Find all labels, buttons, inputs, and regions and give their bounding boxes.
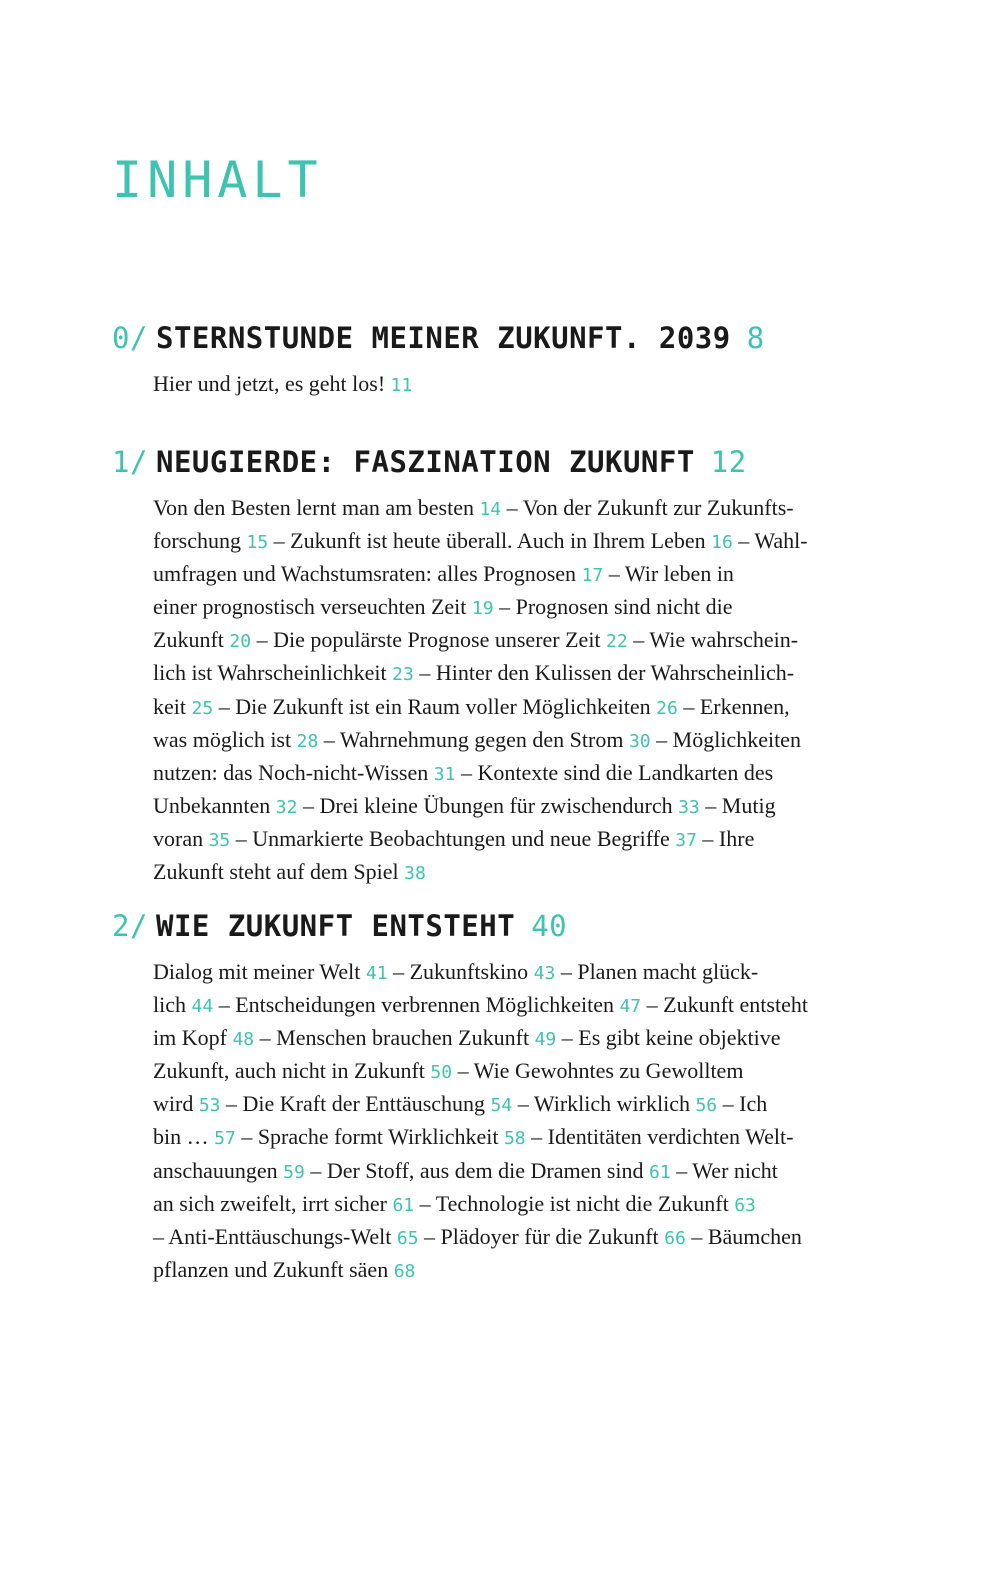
entry-text: umfragen und Wachstumsraten: alles Prognosen [153, 561, 582, 587]
entry-text: bin … [153, 1124, 215, 1150]
entry-text: – Hinter den Kulissen der Wahrscheinlich- [413, 660, 795, 686]
entry-page-number: 31 [433, 763, 456, 785]
entry-text: – Die Zukunft ist ein Raum voller Möglichkeiten [213, 693, 657, 719]
toc-line [153, 1188, 878, 1221]
entry-text: – Wie wahrschein- [627, 627, 799, 653]
entry-text: – Ich [717, 1091, 768, 1117]
toc-line [153, 368, 878, 401]
entry-text: keit [153, 693, 192, 719]
entry-page-number: 23 [392, 664, 414, 686]
entry-text: – Wir leben in [603, 561, 734, 587]
entry-text: – Erkennen, [677, 693, 790, 719]
entry-page-number: 49 [534, 1029, 557, 1051]
entry-text: – Identitäten verdichten Welt- [525, 1124, 794, 1150]
entry-page-number: 35 [208, 829, 231, 851]
entry-page-number: 15 [246, 532, 269, 554]
toc-line [153, 691, 878, 724]
entry-page-number: 30 [628, 730, 651, 752]
entry-page-number: 19 [471, 598, 494, 620]
entry-text: – Mutig [699, 792, 776, 818]
entry-text: Von den Besten lernt man am besten [153, 495, 480, 520]
entry-page-number: 41 [365, 963, 388, 984]
entry-text: – Wie Gewohntes zu Gewolltem [452, 1058, 744, 1084]
entry-page-number: 16 [711, 532, 733, 554]
entry-text: – Wer nicht [670, 1157, 778, 1183]
entry-text: wird [153, 1091, 199, 1117]
entry-text: – Der Stoff, aus dem die Dramen sind [304, 1157, 650, 1183]
entry-text: – Sprache formt Wirklichkeit [235, 1124, 504, 1150]
entry-text: nutzen: das Noch-nicht-Wissen [153, 759, 434, 785]
entry-page-number: 44 [191, 996, 214, 1018]
entry-text: einer prognostisch verseuchten Zeit [153, 594, 472, 620]
entry-page-number: 47 [619, 996, 642, 1018]
entry-page-number: 68 [393, 1260, 416, 1282]
entry-text: – Von der Zukunft zur Zukunfts- [501, 495, 794, 520]
entry-text: – Menschen brauchen Zukunft [254, 1025, 535, 1051]
entry-text: – Anti-Enttäuschungs-Welt [153, 1223, 397, 1249]
toc-line [153, 856, 878, 889]
chapter-number: 0/ [112, 321, 148, 355]
entry-text: pflanzen und Zukunft säen [153, 1256, 394, 1282]
toc-line [153, 989, 878, 1022]
toc-line [153, 1088, 878, 1121]
toc-line [153, 624, 878, 657]
entry-page-number: 63 [734, 1194, 756, 1216]
entry-text: im Kopf [153, 1025, 233, 1051]
toc-line [153, 1121, 878, 1154]
entry-text: – Wahrnehmung gegen den Strom [318, 726, 629, 752]
entry-text: voran [153, 825, 209, 851]
entry-page-number: 59 [283, 1161, 305, 1183]
entry-text: lich [153, 992, 192, 1018]
toc-line [153, 1022, 878, 1055]
entry-text: Zukunft, auch nicht in Zukunft [153, 1058, 431, 1084]
entry-page-number: 50 [430, 1062, 453, 1084]
entry-text: Dialog mit meiner Welt [153, 959, 366, 984]
entry-text: anschauungen [153, 1157, 284, 1183]
entry-text: – Entscheidungen verbrennen Möglichkeiten [213, 992, 620, 1018]
entry-page-number: 57 [214, 1128, 236, 1150]
chapter-heading [112, 444, 902, 480]
chapter-2 [112, 908, 902, 1287]
entry-text: – Technologie ist nicht die Zukunft [414, 1190, 735, 1216]
page-title: INHALT [112, 151, 323, 209]
entry-page-number: 32 [275, 796, 298, 818]
chapter-page-number: 12 [710, 445, 747, 479]
chapter-number: 2/ [112, 909, 148, 943]
toc-line [153, 724, 878, 757]
entry-text: – Wirklich wirklich [512, 1091, 696, 1117]
entry-text: – Drei kleine Übungen für zwischendurch [297, 792, 679, 818]
toc-line [153, 1155, 878, 1188]
toc-line [153, 558, 878, 591]
entry-text: – Planen macht glück- [555, 959, 759, 984]
entry-page-number: 17 [581, 565, 604, 587]
entry-page-number: 37 [675, 829, 697, 851]
entry-text: – Unmarkierte Beobachtungen und neue Begriffe [230, 825, 676, 851]
entry-text: Unbekannten [153, 792, 276, 818]
chapter-title: STERNSTUNDE MEINER ZUKUNFT. 2039 [156, 321, 731, 355]
toc-line [153, 823, 878, 856]
entry-text: forschung [153, 528, 247, 554]
chapter-entries [153, 956, 878, 1287]
entry-text: was möglich ist [153, 726, 297, 752]
entry-page-number: 53 [198, 1095, 221, 1117]
entry-page-number: 54 [490, 1095, 513, 1117]
entry-page-number: 33 [678, 796, 700, 818]
entry-page-number: 61 [392, 1194, 415, 1216]
toc-line [153, 1254, 878, 1287]
entry-text: Zukunft [153, 627, 230, 653]
toc-line [153, 1055, 878, 1088]
chapter-entries [153, 492, 878, 889]
entry-page-number: 66 [664, 1227, 686, 1249]
toc-line [153, 492, 878, 525]
entry-text: – Zukunft ist heute überall. Auch in Ihrem Leben [268, 528, 712, 554]
entry-page-number: 26 [656, 697, 678, 719]
chapter-page-number: 40 [531, 909, 568, 943]
toc-line [153, 790, 878, 823]
entry-text: Zukunft steht auf dem Spiel [153, 859, 405, 885]
entry-text: – Es gibt keine objektive [556, 1025, 781, 1051]
entry-page-number: 38 [404, 863, 426, 885]
entry-text: – Prognosen sind nicht die [493, 594, 733, 620]
entry-page-number: 65 [396, 1227, 419, 1249]
entry-text: – Die populärste Prognose unserer Zeit [251, 627, 607, 653]
toc-line [153, 757, 878, 790]
chapter-entries [153, 368, 878, 401]
entry-text: – Plädoyer für die Zukunft [418, 1223, 665, 1249]
entry-text: – Zukunft entsteht [641, 992, 808, 1018]
entry-page-number: 56 [695, 1095, 718, 1117]
entry-text: – Die Kraft der Enttäuschung [220, 1091, 491, 1117]
entry-text: – Ihre [696, 825, 755, 851]
entry-text: lich ist Wahrscheinlichkeit [153, 660, 393, 686]
entry-text: – Kontexte sind die Landkarten des [455, 759, 774, 785]
entry-page-number: 61 [649, 1161, 671, 1183]
entry-page-number: 22 [606, 631, 628, 653]
entry-text: – Wahl- [732, 528, 808, 554]
entry-page-number: 48 [232, 1029, 255, 1051]
entry-page-number: 11 [390, 375, 413, 396]
toc-line [153, 525, 878, 558]
chapter-heading [112, 908, 902, 944]
toc-line [153, 657, 878, 690]
entry-page-number: 20 [229, 631, 252, 653]
entry-page-number: 43 [533, 963, 556, 984]
chapter-title: WIE ZUKUNFT ENTSTEHT [156, 909, 516, 943]
chapter-0 [112, 320, 902, 401]
entry-text: – Zukunftskino [387, 959, 534, 984]
entry-page-number: 14 [479, 499, 502, 520]
chapter-1 [112, 444, 902, 889]
entry-text: Hier und jetzt, es geht los! [153, 371, 391, 396]
chapter-page-number: 8 [746, 321, 765, 355]
entry-page-number: 28 [296, 730, 319, 752]
entry-page-number: 25 [191, 697, 214, 719]
entry-page-number: 58 [503, 1128, 526, 1150]
chapter-number: 1/ [112, 445, 148, 479]
entry-text: an sich zweifelt, irrt sicher [153, 1190, 393, 1216]
entry-text: – Möglichkeiten [650, 726, 801, 752]
toc-line [153, 591, 878, 624]
toc-line [153, 956, 878, 989]
chapter-title: NEUGIERDE: FASZINATION ZUKUNFT [156, 445, 695, 479]
toc-line [153, 1221, 878, 1254]
chapter-heading [112, 320, 902, 356]
entry-text: – Bäumchen [685, 1223, 802, 1249]
